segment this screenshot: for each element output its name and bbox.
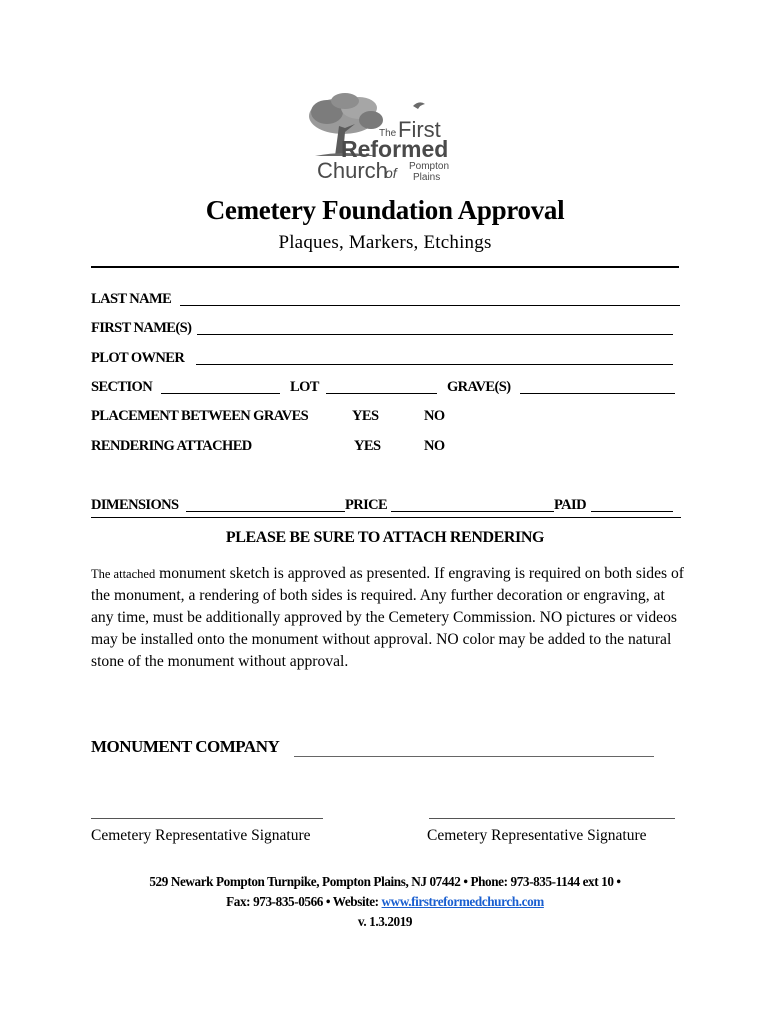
logo-the: The: [379, 128, 397, 139]
last-name-label: LAST NAME: [91, 291, 172, 307]
plot-owner-label: PLOT OWNER: [91, 350, 185, 366]
left-signature-line[interactable]: [91, 818, 323, 819]
left-signature-label: Cemetery Representative Signature: [91, 827, 311, 844]
section-label: SECTION: [91, 379, 153, 395]
right-signature-label: Cemetery Representative Signature: [427, 827, 647, 844]
price-line[interactable]: [391, 511, 554, 512]
first-names-label: FIRST NAME(S): [91, 320, 192, 336]
lot-line[interactable]: [326, 393, 437, 394]
monument-company-line[interactable]: [294, 756, 654, 757]
rendering-label: RENDERING ATTACHED: [91, 438, 252, 454]
placement-label: PLACEMENT BETWEEN GRAVES: [91, 408, 309, 424]
form-divider: [91, 517, 681, 518]
website-link[interactable]: www.firstreformedchurch.com: [381, 894, 544, 909]
approval-terms-paragraph: [91, 563, 691, 673]
paragraph-lead: The attached: [91, 567, 156, 581]
rendering-no-option[interactable]: NO: [424, 438, 445, 454]
logo-first: First: [398, 117, 441, 142]
footer-fax: Fax: 973-835-0566 • Website:: [226, 894, 382, 909]
paragraph-body: monument sketch is approved as presented. If engraving is required on both sides of the monument, a rendering of both sides is required. Any further decoration or engraving, at any time, must be additionally approved by the Cemetery Commission. NO pictures or videos may be installed onto the monument without approval. NO color may be added to the natural stone of the monument without approval.: [91, 565, 684, 670]
lot-label: LOT: [290, 379, 319, 395]
logo-of: of: [385, 165, 397, 181]
footer-address: 529 Newark Pompton Turnpike, Pompton Plains, NJ 07442 • Phone: 973-835-1144 ext 10 •: [149, 874, 621, 889]
monument-company-label: MONUMENT COMPANY: [91, 737, 280, 756]
dove-icon: [413, 102, 425, 109]
page-subtitle: Plaques, Markers, Etchings: [278, 232, 492, 253]
paid-line[interactable]: [591, 511, 673, 512]
graves-line[interactable]: [520, 393, 675, 394]
rendering-yes-option[interactable]: YES: [354, 438, 381, 454]
logo-pompton: Pompton: [409, 161, 450, 172]
paid-label: PAID: [554, 497, 586, 513]
logo-reformed: Reformed: [341, 136, 449, 162]
page-title: Cemetery Foundation Approval: [205, 195, 565, 225]
graves-label: GRAVE(S): [447, 379, 511, 395]
placement-no-option[interactable]: NO: [424, 408, 445, 424]
attach-rendering-notice: PLEASE BE SURE TO ATTACH RENDERING: [225, 529, 545, 546]
footer-contact: [0, 894, 770, 910]
church-logo: [305, 92, 455, 184]
right-signature-line[interactable]: [429, 818, 675, 819]
section-line[interactable]: [161, 393, 280, 394]
plot-owner-line[interactable]: [196, 364, 673, 365]
logo-plains: Plains: [413, 172, 441, 183]
header-divider: [91, 266, 679, 268]
footer-version: v. 1.3.2019: [357, 914, 413, 929]
logo-church: Church: [317, 158, 388, 183]
dimensions-label: DIMENSIONS: [91, 497, 179, 513]
last-name-line[interactable]: [180, 305, 680, 306]
first-names-line[interactable]: [197, 334, 673, 335]
placement-yes-option[interactable]: YES: [352, 408, 379, 424]
price-label: PRICE: [345, 497, 388, 513]
dimensions-line[interactable]: [186, 511, 345, 512]
